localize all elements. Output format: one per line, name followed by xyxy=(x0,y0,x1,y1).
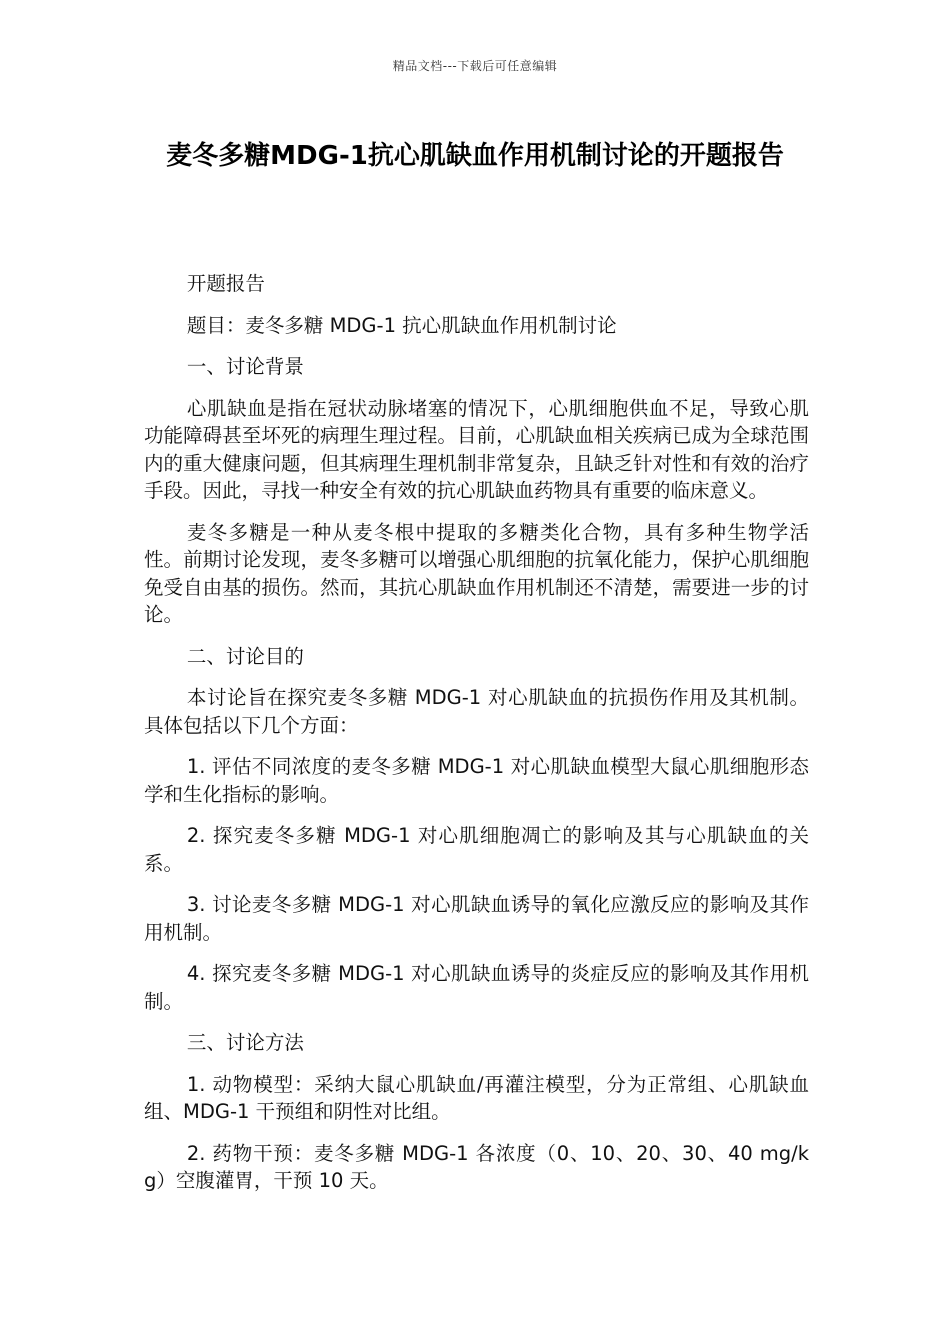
list-item-purpose-1: 1. 评估不同浓度的麦冬多糖 MDG-1 对心肌缺血模型大鼠心肌细胞形态学和生化指标的影响。 xyxy=(144,755,809,806)
paragraph-report-label: 开题报告 xyxy=(186,272,265,295)
document-body xyxy=(144,270,809,1209)
document-title: 麦冬多糖MDG-1抗心肌缺血作用机制讨论的开题报告 xyxy=(166,141,784,171)
section-heading-purpose: 二、讨论目的 xyxy=(186,644,304,668)
paragraph-topic: 题目：麦冬多糖 MDG-1 抗心肌缺血作用机制讨论 xyxy=(186,313,617,337)
paragraph-purpose-intro: 本讨论旨在探究麦冬多糖 MDG-1 对心肌缺血的抗损伤作用及其机制。具体包括以下几个方面： xyxy=(144,686,809,737)
paragraph-background-1: 心肌缺血是指在冠状动脉堵塞的情况下，心肌细胞供血不足，导致心肌功能障碍甚至坏死的病理生理过程。目前，心肌缺血相关疾病已成为全球范围内的重大健康问题，但其病理生理机制非常复杂，且缺乏针对性和有效的治疗手段。因此，寻找一种安全有效的抗心肌缺血药物具有重要的临床意义。 xyxy=(144,396,809,502)
list-item-method-2: 2. 药物干预：麦冬多糖 MDG-1 各浓度（0、10、20、30、40 mg/kg）空腹灌胃，干预 10 天。 xyxy=(144,1141,809,1192)
section-heading-background: 一、讨论背景 xyxy=(186,355,304,378)
list-item-purpose-3: 3. 讨论麦冬多糖 MDG-1 对心肌缺血诱导的氧化应激反应的影响及其作用机制。 xyxy=(144,893,809,944)
page-header: 精品文档---下载后可任意编辑 xyxy=(392,59,558,73)
list-item-purpose-4: 4. 探究麦冬多糖 MDG-1 对心肌缺血诱导的炎症反应的影响及其作用机制。 xyxy=(144,962,809,1013)
list-item-method-1: 1. 动物模型：采纳大鼠心肌缺血/再灌注模型，分为正常组、心肌缺血组、MDG-1 干预组和阴性对比组。 xyxy=(144,1072,809,1123)
list-item-purpose-2: 2. 探究麦冬多糖 MDG-1 对心肌细胞凋亡的影响及其与心肌缺血的关系。 xyxy=(144,824,809,875)
section-heading-methods: 三、讨论方法 xyxy=(186,1031,304,1054)
paragraph-background-2: 麦冬多糖是一种从麦冬根中提取的多糖类化合物，具有多种生物学活性。前期讨论发现，麦冬多糖可以增强心肌细胞的抗氧化能力，保护心肌细胞免受自由基的损伤。然而，其抗心肌缺血作用机制还不清楚，需要进一步的讨论。 xyxy=(144,520,809,626)
